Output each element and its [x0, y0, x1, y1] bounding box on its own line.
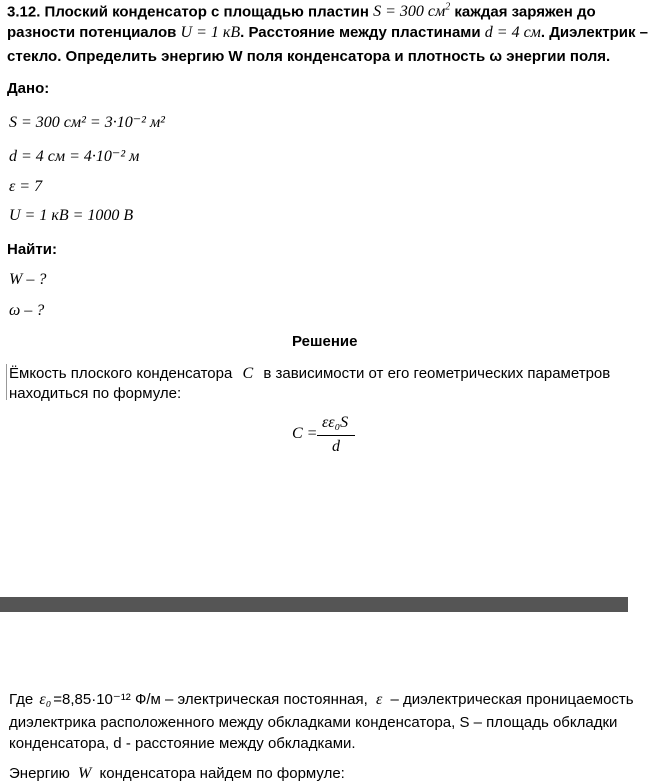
problem-line-2: [7, 24, 648, 42]
find-heading: Найти:: [7, 241, 57, 258]
given-eps: ε = 7: [9, 178, 43, 195]
where-line-2: диэлектрика расположенного между обкладками конденсатора, S – площадь обкладки: [9, 714, 618, 731]
formula-numerator: εε₀S: [322, 414, 349, 431]
page-separator: [0, 597, 628, 612]
problem-number: 3.12.: [7, 3, 41, 21]
problem-line-1: [7, 2, 596, 21]
symbol-W: W: [78, 765, 92, 782]
text-cursor: [6, 364, 7, 400]
formula-U: U = 1 кВ: [180, 24, 241, 41]
given-heading: Дано:: [7, 80, 50, 97]
problem-text: . Расстояние между пластинами: [240, 24, 481, 41]
formula-S: S = 300 $см^2$: [373, 2, 451, 21]
formula-lhs: C =: [292, 425, 318, 442]
solution-line-1: Ёмкость плоского конденсатора C в зависимости от его геометрических параметров: [9, 365, 611, 382]
symbol-eps0: ε₀: [39, 691, 52, 708]
symbol-eps: ε: [375, 691, 383, 708]
given-d: d = 4 см = 4·10⁻² м: [9, 148, 140, 165]
fraction-bar: [317, 435, 355, 436]
problem-text: каждая заряжен до: [454, 3, 596, 21]
given-U: U = 1 кВ = 1000 В: [9, 207, 134, 224]
where-line-1: Где ε₀ =8,85·10⁻¹² Ф/м – электрическая постоянная, ε – диэлектрическая проницаемость: [9, 691, 634, 708]
given-S: S = 300 см² = 3·10⁻² м²: [9, 114, 165, 131]
find-W: W – ?: [9, 271, 47, 288]
problem-text: разности потенциалов: [7, 24, 177, 41]
symbol-C: C: [242, 365, 254, 382]
solution-line-2: находиться по формуле:: [9, 385, 182, 402]
where-line-3: конденсатора, d - расстояние между обкладками.: [9, 735, 356, 752]
problem-text: Плоский конденсатор с площадью пластин: [44, 3, 369, 21]
problem-text: . Диэлектрик –: [540, 24, 648, 41]
energy-line: Энергию W конденсатора найдем по формуле:: [9, 765, 345, 782]
problem-line-3: стекло. Определить энергию W поля конденсатора и плотность ω энергии поля.: [7, 48, 611, 65]
solution-heading: Решение: [292, 333, 358, 350]
find-omega: ω – ?: [9, 302, 45, 319]
formula-denominator: d: [332, 438, 340, 455]
formula-d: d = 4 см: [484, 24, 541, 41]
